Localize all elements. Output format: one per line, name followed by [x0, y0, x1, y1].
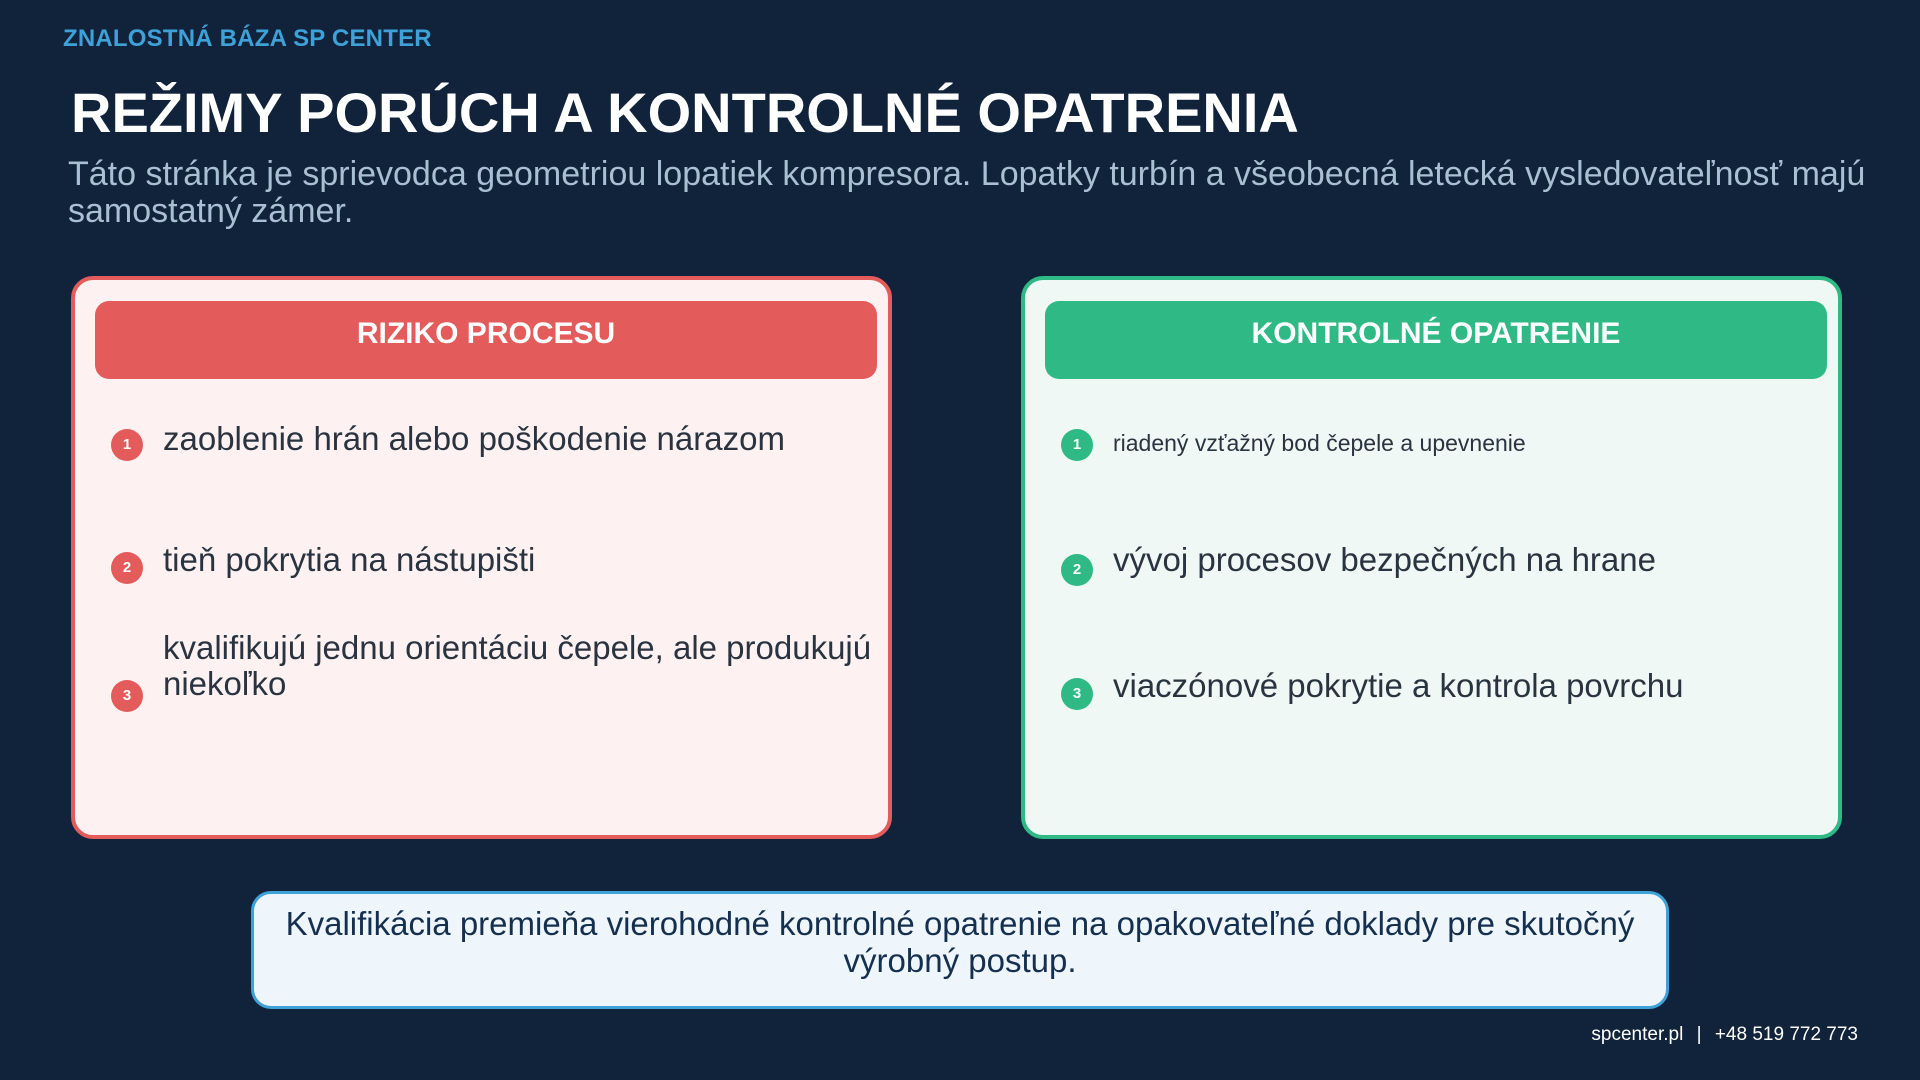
number-badge-3: 3	[1061, 678, 1093, 710]
control-item-text: viaczónové pokrytie a kontrola povrchu	[1113, 667, 1684, 704]
page-title: REŽIMY PORÚCH A KONTROLNÉ OPATRENIA	[71, 81, 1299, 144]
kicker-label: ZNALOSTNÁ BÁZA SP CENTER	[63, 25, 432, 52]
number-badge-1: 1	[111, 429, 143, 461]
process-risk-card	[71, 276, 892, 839]
control-item-text: vývoj procesov bezpečných na hrane	[1113, 541, 1656, 578]
footer-separator: |	[1696, 1024, 1702, 1045]
risk-item-text: tieň pokrytia na nástupišti	[163, 541, 536, 578]
risk-item-text: kvalifikujú jednu orientáciu čepele, ale produkujú niekoľko	[163, 629, 872, 702]
control-item-text: riadený vzťažný bod čepele a upevnenie	[1113, 430, 1526, 456]
phone-text: +48 519 772 773	[1714, 1024, 1858, 1045]
contact-footer	[1591, 1024, 1858, 1046]
control-measure-card	[1021, 276, 1842, 839]
summary-callout: Kvalifikácia premieňa vierohodné kontrolné opatrenie na opakovateľné doklady pre skutočný výrobný postup.	[251, 891, 1669, 1009]
risk-card-heading: RIZIKO PROCESU	[95, 301, 877, 379]
website-text: spcenter.pl	[1591, 1024, 1684, 1045]
number-badge-2: 2	[1061, 554, 1093, 586]
number-badge-1: 1	[1061, 429, 1093, 461]
number-badge-3: 3	[111, 680, 143, 712]
page-subtitle: Táto stránka je sprievodca geometriou lopatiek kompresora. Lopatky turbín a všeobecná letecká vysledovateľnosť majú samostatný zámer.	[68, 155, 1866, 230]
risk-item-text: zaoblenie hrán alebo poškodenie nárazom	[163, 420, 785, 457]
number-badge-2: 2	[111, 552, 143, 584]
control-card-heading: KONTROLNÉ OPATRENIE	[1045, 301, 1827, 379]
